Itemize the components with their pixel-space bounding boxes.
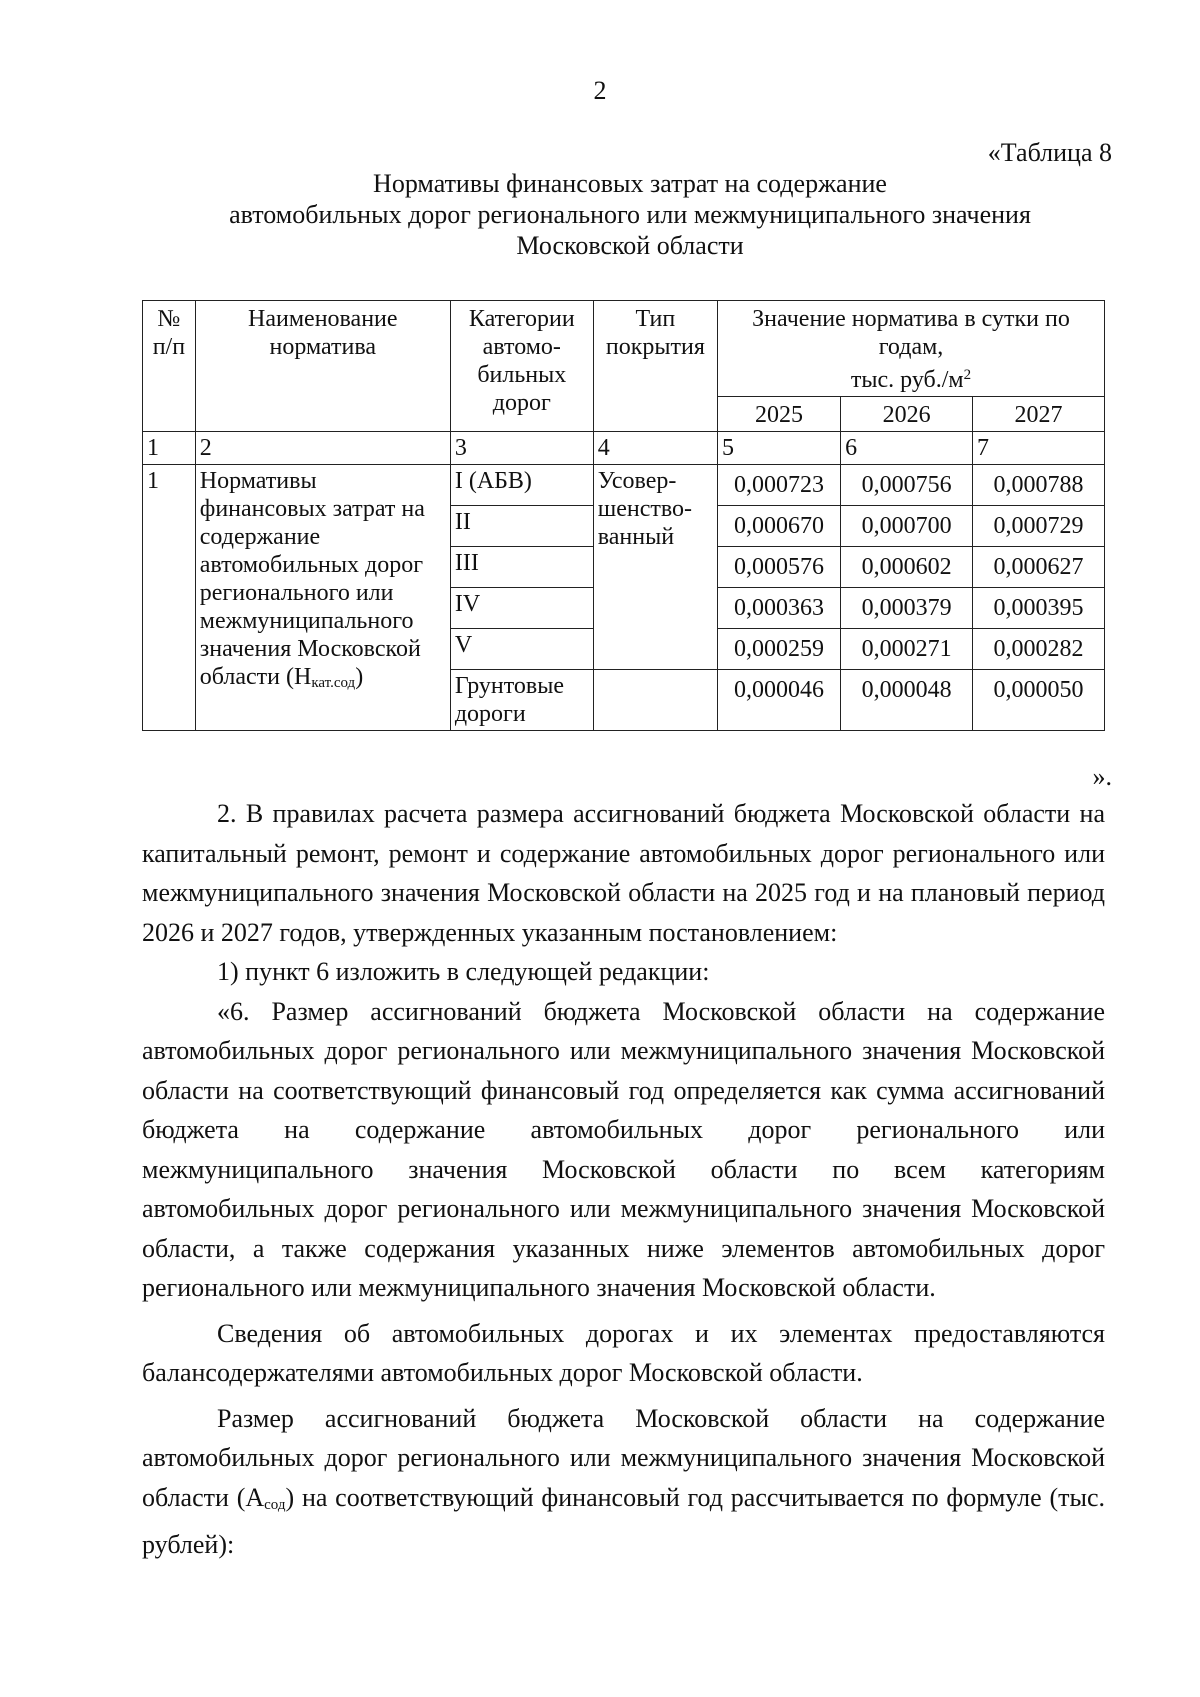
header-category: Категории автомо-бильных дорог [450, 301, 593, 432]
row-category: IV [450, 588, 593, 629]
value-2025: 0,000670 [717, 506, 840, 547]
value-2025: 0,000576 [717, 547, 840, 588]
row-name [195, 465, 450, 731]
paragraph-sub: сод [264, 1496, 286, 1513]
header-year: 2025 [717, 397, 840, 432]
header-name: Наименование норматива [195, 301, 450, 432]
column-numbers-row [143, 432, 1105, 465]
header-value-group [717, 301, 1104, 397]
row-category: I (АБВ) [450, 465, 593, 506]
value-2025: 0,000723 [717, 465, 840, 506]
value-2027: 0,000729 [973, 506, 1105, 547]
row-name-close: ) [355, 664, 364, 690]
col-number: 2 [195, 432, 450, 465]
value-2027: 0,000627 [973, 547, 1105, 588]
header-num: № п/п [143, 301, 196, 432]
table-label: «Таблица 8 [987, 138, 1112, 167]
paragraph: 1) пункт 6 изложить в следующей редакции: [217, 957, 710, 986]
col-number: 7 [973, 432, 1105, 465]
col-number: 3 [450, 432, 593, 465]
value-2026: 0,000700 [841, 506, 973, 547]
header-row [143, 301, 1105, 397]
col-number: 6 [841, 432, 973, 465]
row-name-sub: кат.сод [311, 675, 356, 691]
paragraph: 2. В правилах расчета размера ассигнований бюджета Московской области на капитальный ремонт, ремонт и содержание автомобильных дорог регионального или межмуниципального значения Московской области на 2025 год и на плановый период 2026 и 2027 годов, утвержденных указанным постановлением: [142, 799, 1105, 947]
paragraph-start: Размер ассигнований бюджета Московской области на содержание автомобильных дорог регионального или межмуниципального значения Московской области (А [142, 1403, 1105, 1512]
value-2026: 0,000379 [841, 588, 973, 629]
value-group-label: Значение норматива в сутки по годам, [752, 306, 1070, 360]
value-2025: 0,000259 [717, 629, 840, 670]
row-category: III [450, 547, 593, 588]
page-number: 2 [593, 76, 607, 105]
value-2025: 0,000046 [717, 670, 840, 731]
table-title [140, 168, 1120, 261]
paragraph: «6. Размер ассигнований бюджета Московской области на содержание автомобильных дорог регионального или межмуниципального значения Московской области на соответствующий финансовый год определяется как сумма ассигнований бюджета на содержание автомобильных дорог регионального или межмуниципального значения Московской области по всем категориям автомобильных дорог регионального или межмуниципального значения Московской области, а также содержания указанных ниже элементов автомобильных дорог регионального или межмуниципального значения Московской области. [142, 996, 1105, 1302]
title-line: Нормативы финансовых затрат на содержание [373, 169, 887, 198]
table-close-quote: ». [1092, 762, 1112, 791]
header-surface: Тип покрытия [593, 301, 717, 432]
paragraph: Сведения об автомобильных дорогах и их элементах предоставляются балансодержателями автомобильных дорог Московской области. [142, 1318, 1105, 1387]
col-number: 4 [593, 432, 717, 465]
row-category: II [450, 506, 593, 547]
header-year: 2027 [973, 397, 1105, 432]
paragraph [142, 1399, 1105, 1565]
title-line: автомобильных дорог регионального или межмуниципального значения [229, 200, 1031, 229]
row-surface-empty [593, 670, 717, 731]
title-line: Московской области [516, 231, 744, 260]
row-surface: Усовер-шенство-ванный [593, 465, 717, 670]
value-2025: 0,000363 [717, 588, 840, 629]
col-number: 1 [143, 432, 196, 465]
value-2027: 0,000050 [973, 670, 1105, 731]
col-number: 5 [717, 432, 840, 465]
row-num: 1 [143, 465, 196, 731]
value-2026: 0,000602 [841, 547, 973, 588]
value-unit-sup: 2 [963, 367, 972, 383]
header-year: 2026 [841, 397, 973, 432]
value-2027: 0,000788 [973, 465, 1105, 506]
body-text [142, 794, 1105, 1565]
value-2026: 0,000048 [841, 670, 973, 731]
row-name-text: Нормативы финансовых затрат на содержание автомобильных дорог регионального или межмуниципального значения Московской области (Н [199, 468, 425, 690]
row-category: Грунтовые дороги [450, 670, 593, 731]
value-2026: 0,000271 [841, 629, 973, 670]
value-2027: 0,000395 [973, 588, 1105, 629]
paragraph-end: ) на соответствующий финансовый год рассчитывается по формуле (тыс. рублей): [142, 1482, 1105, 1559]
value-unit: тыс. руб./м [850, 367, 964, 393]
value-2027: 0,000282 [973, 629, 1105, 670]
norms-table [142, 300, 1105, 731]
row-category: V [450, 629, 593, 670]
value-2026: 0,000756 [841, 465, 973, 506]
table-row [143, 465, 1105, 506]
